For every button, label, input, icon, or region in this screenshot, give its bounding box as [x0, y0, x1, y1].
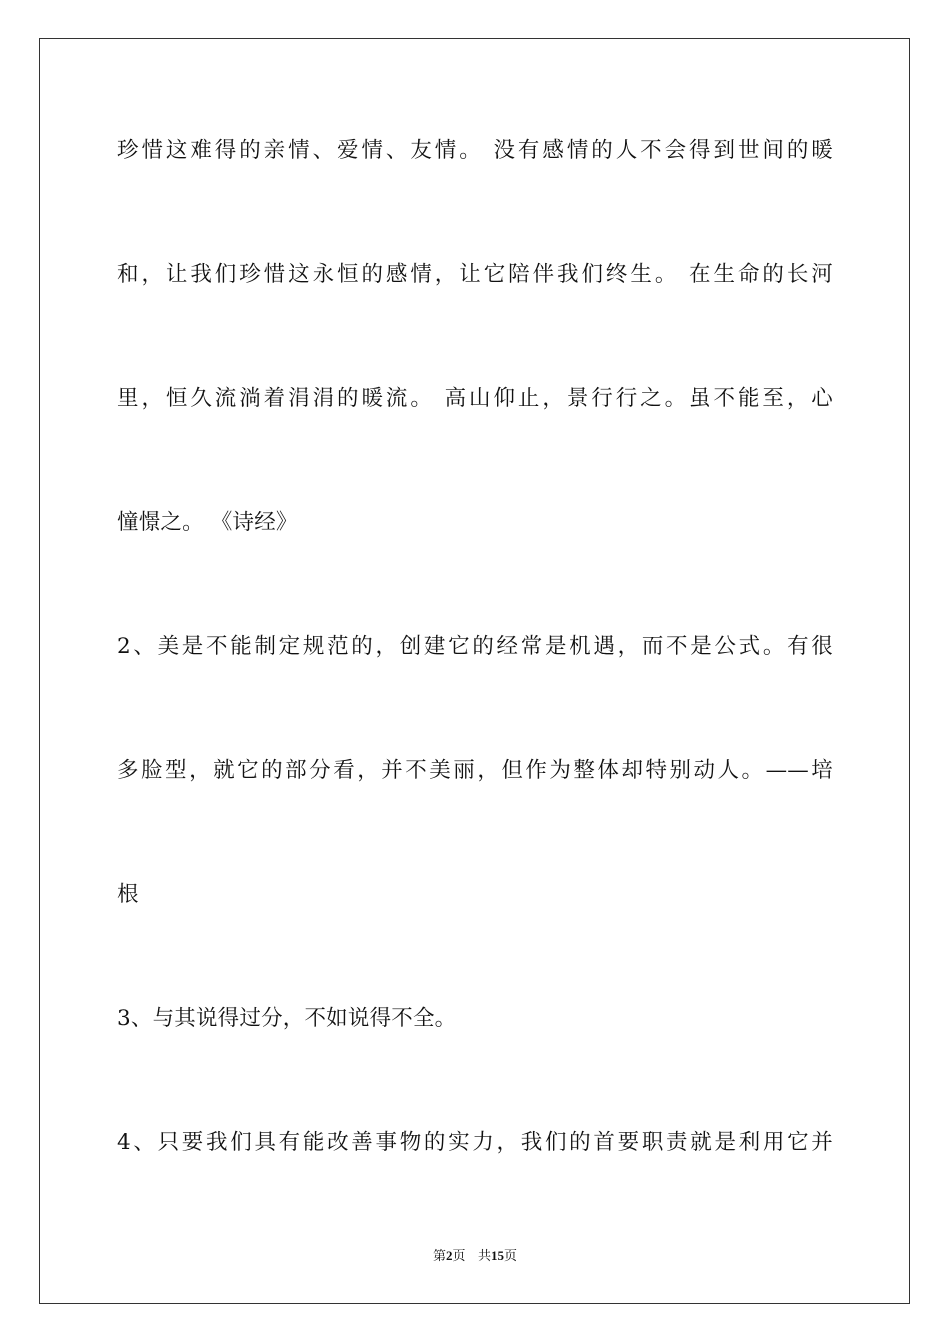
text-line-7: 根	[117, 882, 139, 907]
footer-total-suffix: 页	[503, 1249, 517, 1264]
footer-page-number: 2	[446, 1248, 453, 1263]
text-line-3: 里，恒久流淌着涓涓的暖流。 高山仰止，景行行之。虽不能至，心	[117, 386, 833, 411]
text-line-2: 和，让我们珍惜这永恒的感情，让它陪伴我们终生。 在生命的长河	[117, 262, 833, 287]
text-line-8: 3、与其说得过分，不如说得不全。	[117, 1006, 457, 1031]
text-line-9: 4、只要我们具有能改善事物的实力，我们的首要职责就是利用它并	[117, 1130, 833, 1155]
text-line-5: 2、美是不能制定规范的，创建它的经常是机遇，而不是公式。有很	[117, 634, 833, 659]
text-line-1: 珍惜这难得的亲情、爱情、友情。 没有感情的人不会得到世间的暖	[117, 138, 833, 163]
text-line-4: 憧憬之。 《诗经》	[117, 510, 298, 535]
footer-total-pages: 15	[490, 1248, 504, 1263]
footer-page-prefix: 第	[433, 1249, 447, 1264]
text-line-6: 多脸型，就它的部分看，并不美丽，但作为整体却特别动人。——培	[117, 758, 833, 783]
footer-total-prefix: 共	[477, 1249, 491, 1264]
footer-page-suffix: 页	[452, 1249, 466, 1264]
page-footer	[0, 1247, 950, 1266]
page-border	[39, 38, 910, 1304]
